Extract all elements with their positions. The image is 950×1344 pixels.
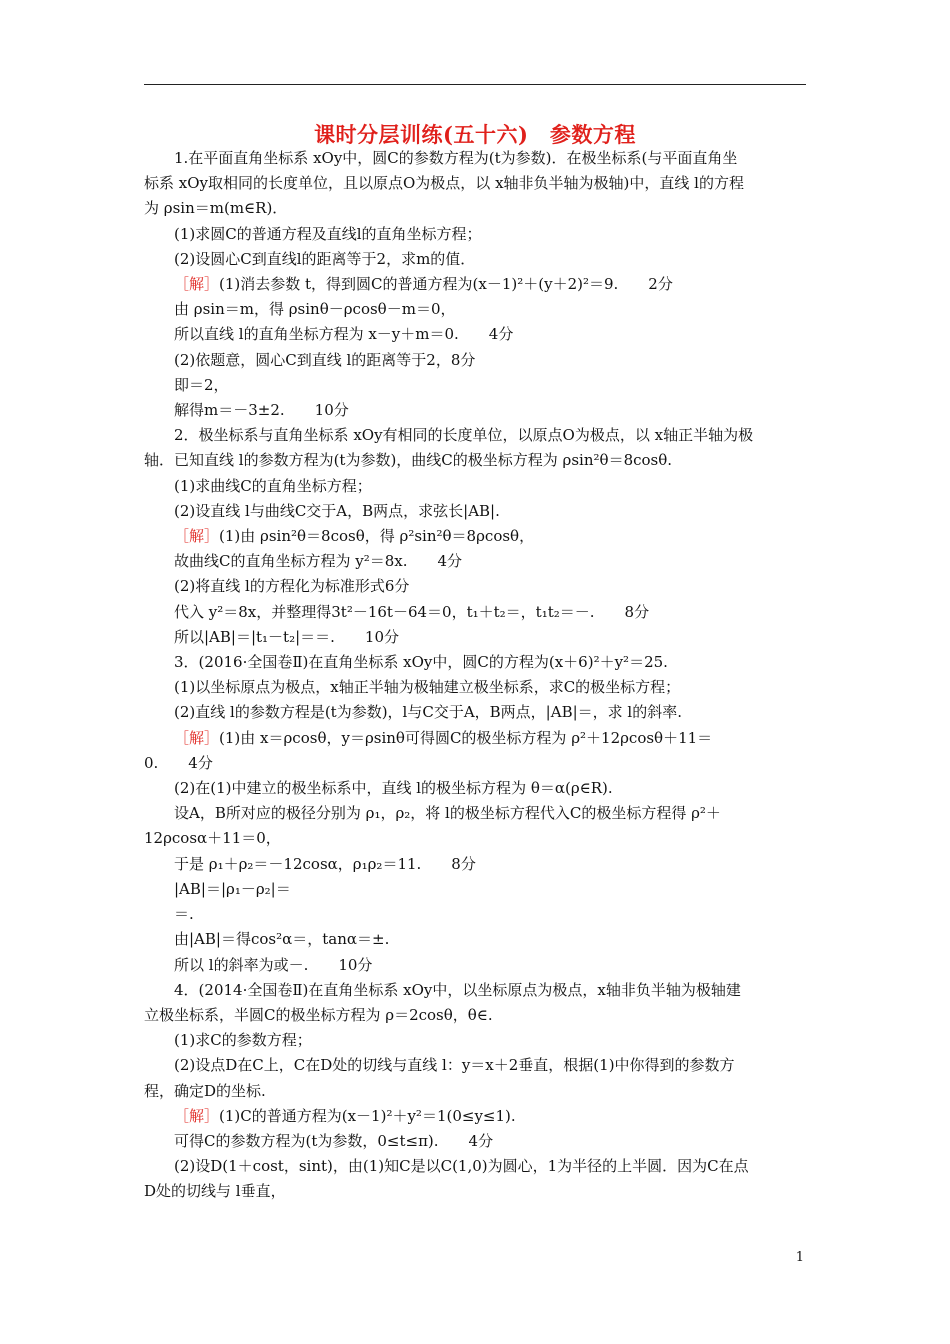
solution-line <box>144 1104 806 1129</box>
solution-text: (1)消去参数 t，得到圆C的普通方程为(x－1)²＋(y＋2)²＝9. 2分 <box>219 275 673 294</box>
text-line: 所以|AB|＝|t₁－t₂|＝＝. 10分 <box>174 627 400 646</box>
text-line: 2．极坐标系与直角坐标系 xOy有相同的长度单位，以原点O为极点，以 x轴正半轴为极 <box>174 426 754 445</box>
solution-label: ［解］ <box>174 527 220 546</box>
solution-line <box>144 524 806 549</box>
text-line: D处的切线与 l垂直， <box>144 1182 286 1201</box>
page-title: 课时分层训练(五十六) 参数方程 <box>314 122 636 147</box>
text-line: 解得m＝－3±2. 10分 <box>174 401 349 420</box>
text-line: 由|AB|＝得cos²α＝，tanα＝±. <box>174 930 390 949</box>
solution-text: (1)由 ρsin²θ＝8cosθ，得 ρ²sin²θ＝8ρcosθ， <box>219 527 535 546</box>
text-line: 12ρcosα＋11＝0， <box>144 829 281 848</box>
text-line: 标系 xOy取相同的长度单位，且以原点O为极点，以 x轴非负半轴为极轴)中，直线 l的方程 <box>144 174 744 193</box>
solution-text: (1)由 x＝ρcosθ，y＝ρsinθ可得圆C的极坐标方程为 ρ²＋12ρcosθ＋11＝ <box>219 728 713 747</box>
page-number: 1 <box>795 1250 804 1265</box>
solution-label: ［解］ <box>174 728 220 747</box>
text-line: 程，确定D的坐标. <box>144 1081 266 1100</box>
text-line: 4．(2014·全国卷Ⅱ)在直角坐标系 xOy中，以坐标原点为极点，x轴非负半轴为极轴建 <box>174 980 741 999</box>
solution-label: ［解］ <box>174 275 220 294</box>
header-rule <box>144 84 806 85</box>
text-line: (2)设直线 l与曲线C交于A，B两点，求弦长|AB|. <box>174 501 500 520</box>
text-line: (1)求圆C的普通方程及直线l的直角坐标方程； <box>174 224 482 243</box>
text-line: (2)直线 l的参数方程是(t为参数)，l与C交于A，B两点，|AB|＝，求 l的斜率. <box>174 703 682 722</box>
text-line: 代入 y²＝8x，并整理得3t²－16t－64＝0，t₁＋t₂＝，t₁t₂＝－. 8分 <box>174 602 650 621</box>
text-line: 故曲线C的直角坐标方程为 y²＝8x. 4分 <box>174 552 463 571</box>
text-line: 设A，B所对应的极径分别为 ρ₁，ρ₂，将 l的极坐标方程代入C的极坐标方程得 ρ²＋ <box>174 804 721 823</box>
solution-text: (1)C的普通方程为(x－1)²＋y²＝1(0≤y≤1). <box>219 1106 516 1125</box>
text-line: 0. 4分 <box>144 753 213 772</box>
text-line: 为 ρsin＝m(m∈R)． <box>144 199 288 218</box>
text-line: (2)将直线 l的方程化为标准形式6分 <box>174 577 410 596</box>
solution-line <box>144 726 806 751</box>
text-line: (2)设点D在C上，C在D处的切线与直线 l：y＝x＋2垂直，根据(1)中你得到的参数方 <box>174 1056 735 1075</box>
text-line: (2)依题意，圆心C到直线 l的距离等于2，8分 <box>174 350 476 369</box>
text-line: 所以直线 l的直角坐标方程为 x－y＋m＝0. 4分 <box>174 325 514 344</box>
text-line: (2)设D(1＋cost，sint)，由(1)知C是以C(1,0)为圆心，1为半径的上半圆．因为C在点 <box>174 1157 749 1176</box>
text-line: (1)求C的参数方程； <box>174 1031 312 1050</box>
text-line: 由 ρsin＝m，得 ρsinθ－ρcosθ－m＝0， <box>174 300 456 319</box>
text-line: (2)在(1)中建立的极坐标系中，直线 l的极坐标方程为 θ＝α(ρ∈R). <box>174 779 613 798</box>
text-line: 1.在平面直角坐标系 xOy中，圆C的参数方程为(t为参数)．在极坐标系(与平面直角坐 <box>174 149 738 167</box>
solution-line <box>144 272 806 297</box>
solution-label: ［解］ <box>174 1106 220 1125</box>
text-line: 3．(2016·全国卷Ⅱ)在直角坐标系 xOy中，圆C的方程为(x＋6)²＋y²＝25. <box>174 653 668 672</box>
text-line: (2)设圆心C到直线l的距离等于2，求m的值． <box>174 249 476 268</box>
text-line: 于是 ρ₁＋ρ₂＝－12cosα，ρ₁ρ₂＝11. 8分 <box>174 854 476 873</box>
text-line: |AB|＝|ρ₁－ρ₂|＝ <box>174 879 291 898</box>
document-body <box>144 146 806 1205</box>
text-line: 立极坐标系，半圆C的极坐标方程为 ρ＝2cosθ，θ∈. <box>144 1005 493 1024</box>
text-line: 可得C的参数方程为(t为参数，0≤t≤π). 4分 <box>174 1131 494 1150</box>
text-line: 即＝2， <box>174 375 229 394</box>
text-line: ＝. <box>174 905 194 924</box>
text-line: (1)求曲线C的直角坐标方程； <box>174 476 372 495</box>
text-line: (1)以坐标原点为极点，x轴正半轴为极轴建立极坐标系，求C的极坐标方程； <box>174 678 681 697</box>
text-line: 所以 l的斜率为或－. 10分 <box>174 955 373 974</box>
text-line: 轴．已知直线 l的参数方程为(t为参数)，曲线C的极坐标方程为 ρsin²θ＝8cosθ. <box>144 451 673 470</box>
